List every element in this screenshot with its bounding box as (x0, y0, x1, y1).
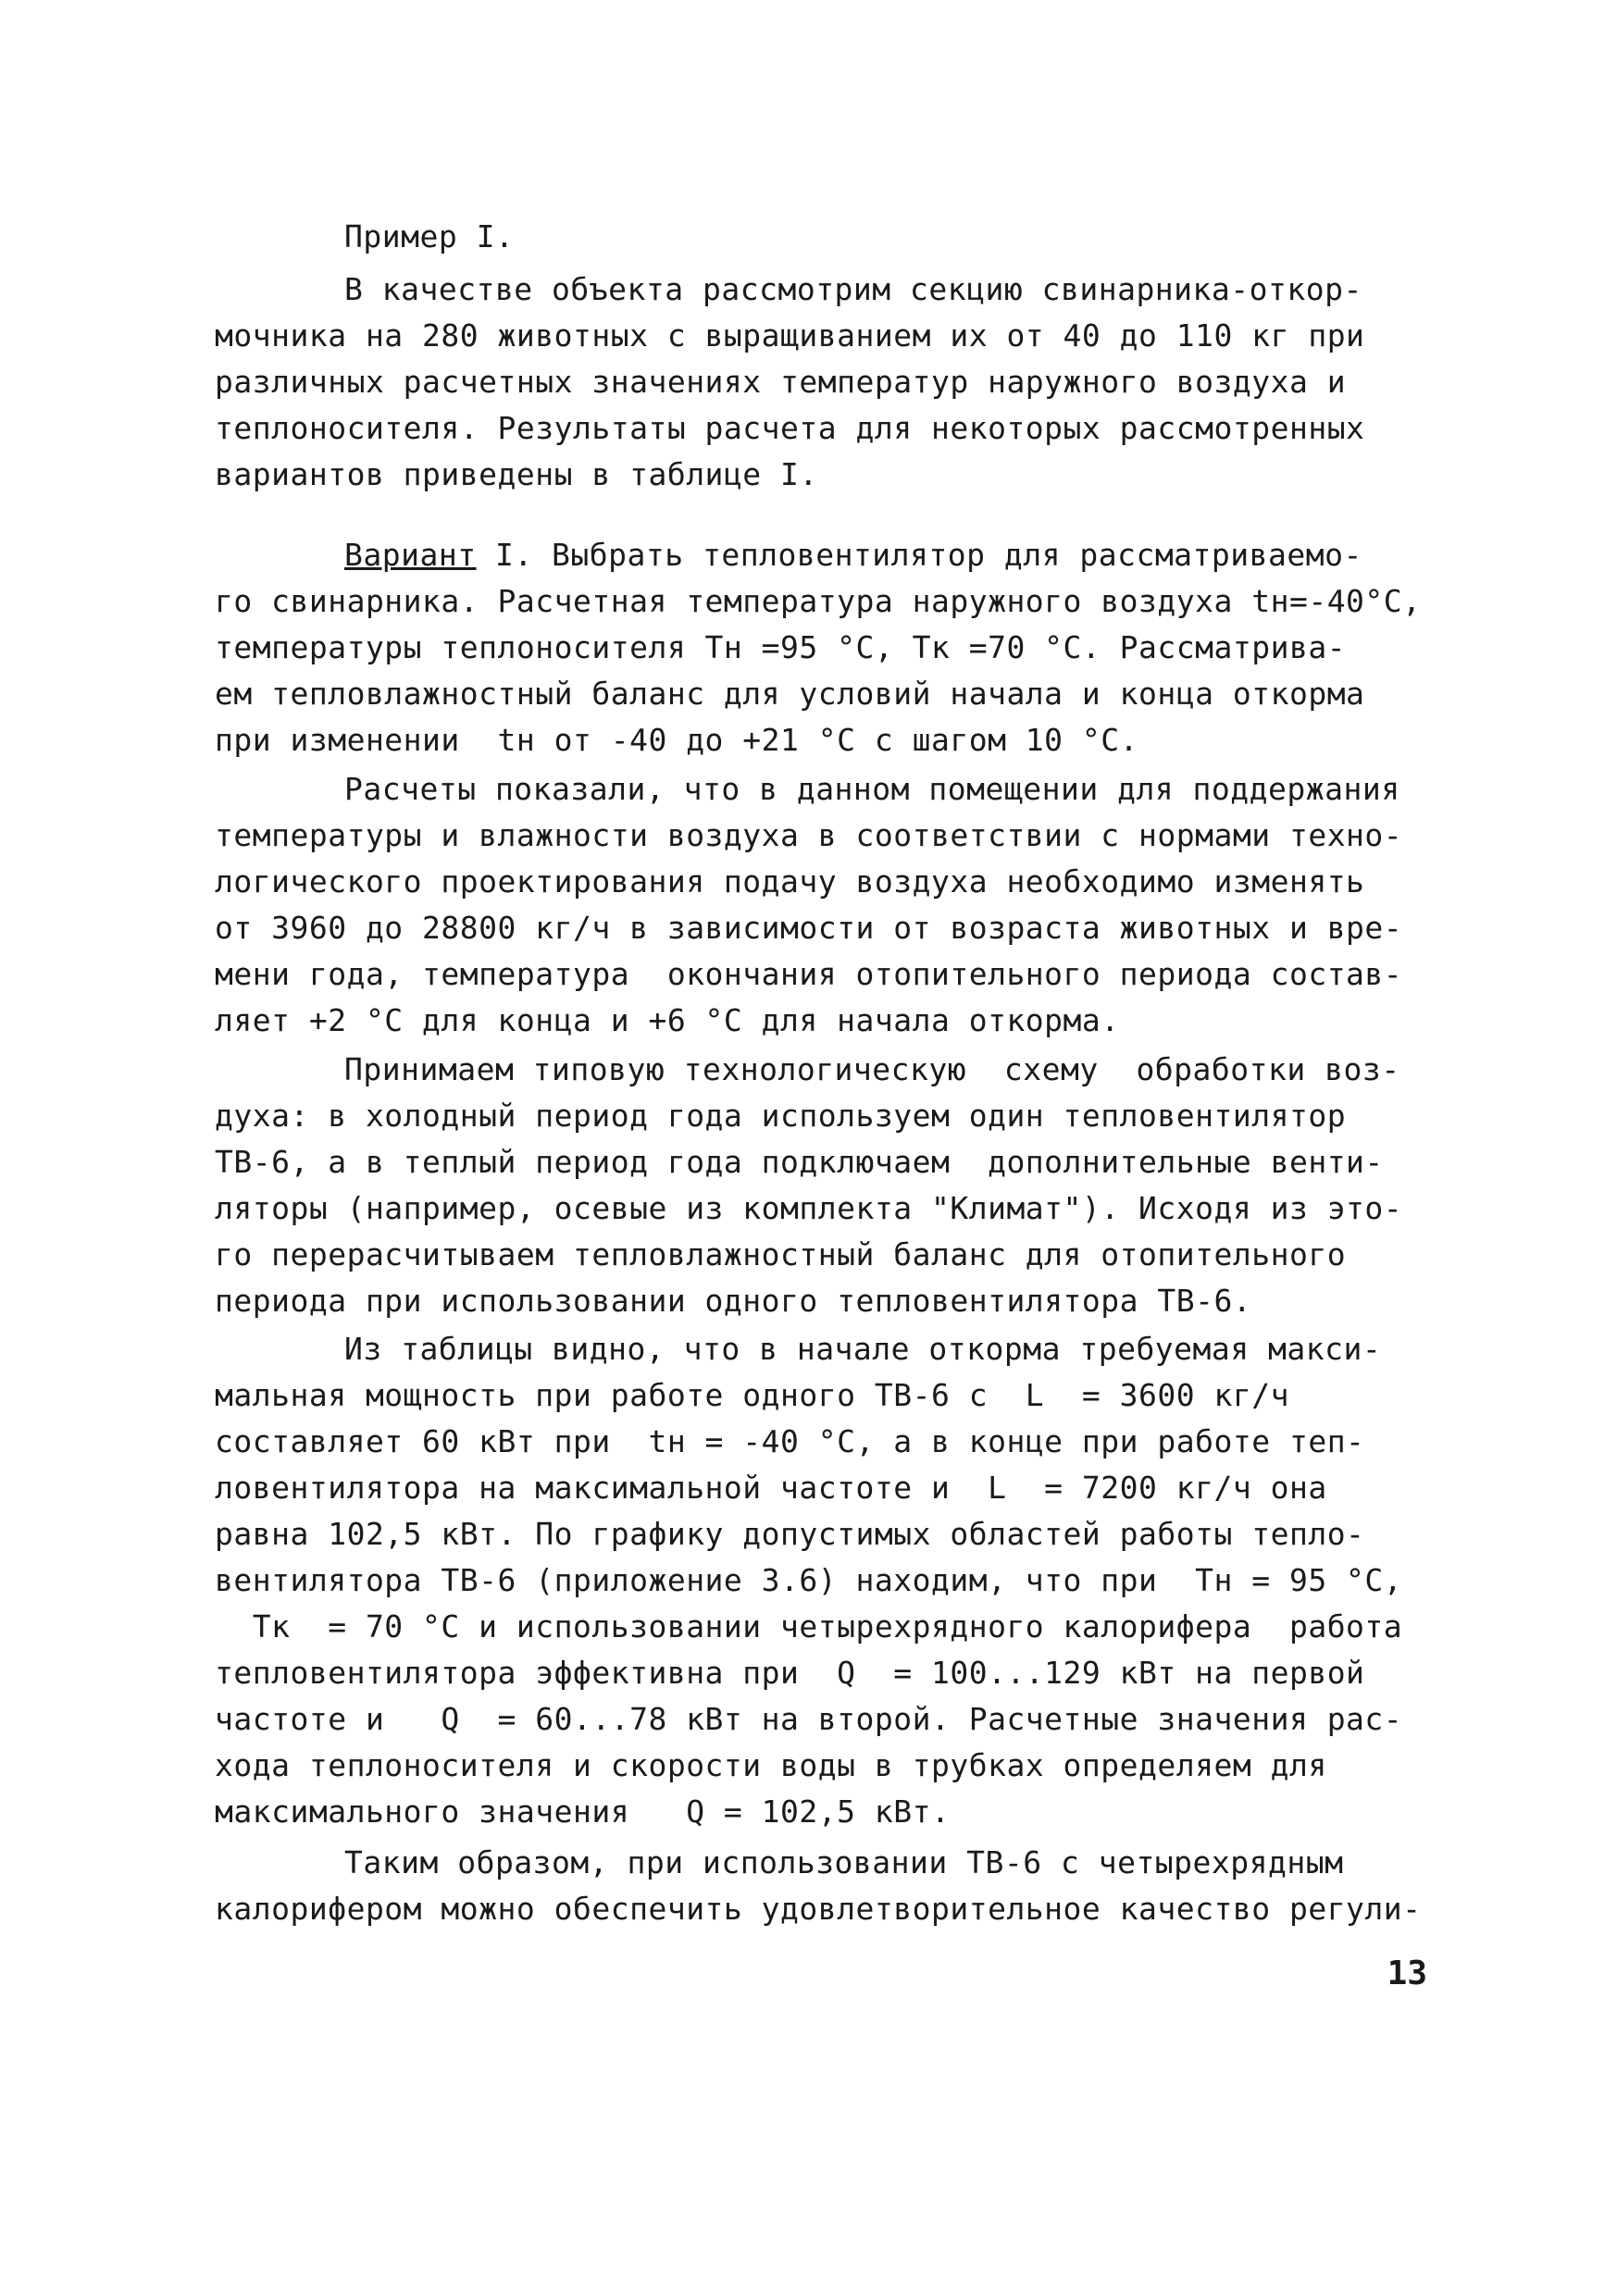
text-line: духа: в холодный период года используем один тепловентилятор (215, 1098, 1347, 1134)
text-line: ем тепловлажностный баланс для условий начала и конца откорма (215, 676, 1365, 712)
text-line: равна 102,5 кВт. По графику допустимых областей работы тепло- (215, 1516, 1365, 1552)
text-line: теплоносителя. Результаты расчета для некоторых рассмотренных (215, 410, 1365, 446)
text-line: го свинарника. Расчетная температура наружного воздуха tн=-40°С, (215, 583, 1422, 619)
text-line: Из таблицы видно, что в начале откорма требуемая макси- (344, 1331, 1382, 1367)
text-line: логического проектирования подачу воздуха необходимо изменять (215, 863, 1365, 900)
text-line: различных расчетных значениях температур наружного воздуха и (215, 364, 1347, 400)
text-line: ляет +2 °С для конца и +6 °С для начала откорма. (215, 1002, 1120, 1038)
text-line: тепловентилятора эффективна при Q = 100...129 кВт на первой (215, 1655, 1365, 1691)
text-line: мени года, температура окончания отопительного периода состав- (215, 956, 1403, 992)
text-line: вентилятора ТВ-6 (приложение 3.6) находим, что при Тн = 95 °С, (215, 1562, 1403, 1598)
text-line: го перерасчитываем тепловлажностный баланс для отопительного (215, 1236, 1347, 1272)
text-line: В качестве объекта рассмотрим секцию свинарника-откор- (344, 271, 1362, 307)
text-line: температуры и влажности воздуха в соответствии с нормами техно- (215, 817, 1403, 853)
text-line: хода теплоносителя и скорости воды в трубках определяем для (215, 1747, 1327, 1783)
text-line: Расчеты показали, что в данном помещении для поддержания (344, 771, 1400, 807)
variant-line (344, 537, 1362, 574)
text-line: частоте и Q = 60...78 кВт на второй. Расчетные значения рас- (215, 1701, 1403, 1737)
example-heading: Пример I. (344, 218, 515, 254)
text-line: составляет 60 кВт при tн = -40 °С, а в конце при работе теп- (215, 1423, 1365, 1459)
text-line: при изменении tн от -40 до +21 °С с шагом 10 °С. (215, 722, 1139, 758)
variant-line-rest: I. Выбрать тепловентилятор для рассматриваемо- (476, 537, 1362, 573)
text-line: Таким образом, при использовании ТВ-6 с четырехрядным (344, 1844, 1344, 1880)
text-line: ловентилятора на максимальной частоте и L = 7200 кг/ч она (215, 1470, 1327, 1506)
text-line: периода при использовании одного тепловентилятора ТВ-6. (215, 1283, 1252, 1319)
variant-label: Вариант (344, 537, 477, 573)
text-line: температуры теплоносителя Тн =95 °С, Тк =70 °С. Рассматрива- (215, 629, 1347, 665)
text-line: мальная мощность при работе одного ТВ-6 с L = 3600 кг/ч (215, 1377, 1289, 1413)
text-line: калорифером можно обеспечить удовлетворительное качество регули- (215, 1891, 1422, 1927)
text-line: ТВ-6, а в теплый период года подключаем дополнительные венти- (215, 1144, 1384, 1180)
page-number: 13 (1387, 1955, 1427, 1992)
text-line: от 3960 до 28800 кг/ч в зависимости от возраста животных и вре- (215, 910, 1403, 946)
text-line: вариантов приведены в таблице I. (215, 456, 818, 492)
text-line: мочника на 280 животных с выращиванием их от 40 до 110 кг при (215, 317, 1365, 354)
text-line: Принимаем типовую технологическую схему обработки воз- (344, 1051, 1400, 1087)
text-line: максимального значения Q = 102,5 кВт. (215, 1793, 951, 1830)
text-line: ляторы (например, осевые из комплекта "Климат"). Исходя из это- (215, 1190, 1403, 1226)
text-line: Тк = 70 °С и использовании четырехрядного калорифера работа (215, 1608, 1403, 1644)
